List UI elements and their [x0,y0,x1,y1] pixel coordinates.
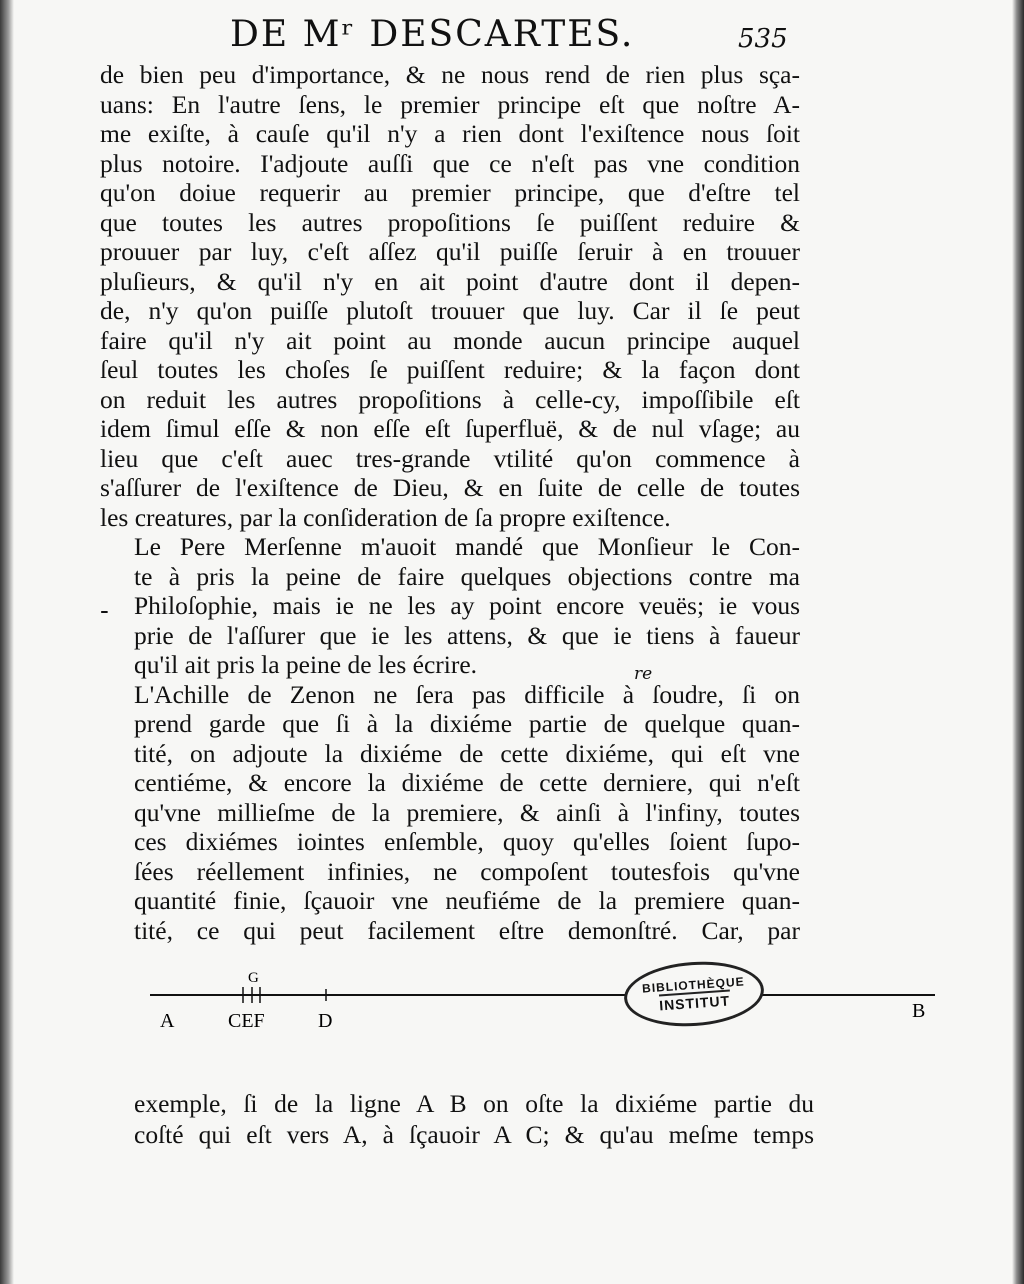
text-line: te à pris la peine de faire quelques objections contre ma [134,561,800,591]
text-line: ſeul toutes les choſes ſe puiſſent reduire; & la façon dont [100,355,800,384]
text-line: tité, ce qui peut facilement eſtre demonſtré. Car, par [134,915,800,945]
text-line: les creatures, par la conſideration de ſa propre exiſtence. [100,502,671,532]
stamp-line1: BIBLIOTHÈQUE [641,973,746,996]
label-d: D [318,1010,333,1032]
text-line: uans: En l'autre ſens, le premier principe eſt que noſtre A- [100,89,800,119]
text-line: on reduit les autres propoſitions à celle-cy, impoſſibile eſt [100,384,800,414]
label-b: B [912,1000,926,1022]
text-line: prouuer par luy, c'eſt aſſez qu'il puiſſe ſeruir à en trouuer [100,237,800,266]
scan-edge-right [1012,0,1024,1284]
text-line: Le Pere Merſenne m'auoit mandé que Monſieur le Con- [134,532,800,561]
body-text [100,60,800,945]
text-line: qu'vne millieſme de la premiere, & ainſi à l'infiny, toutes [134,797,800,827]
text-line: me exiſte, à cauſe qu'il n'y a rien dont l'exiſtence nous ſoit [100,119,800,148]
page-number: 535 [738,24,788,54]
text-line: centiéme, & encore la dixiéme de cette derniere, qui n'eſt [134,768,800,797]
margin-mark: - [100,596,109,626]
line-diagram [150,965,940,1035]
text-line: idem ſimul eſſe & non eſſe eſt ſuperfluë, & de nul vſage; au [100,414,800,443]
scan-edge-left [0,0,14,1284]
text-line: ſées réellement infinies, ne compoſent toutesfois qu'vne [134,856,800,886]
text-line: L'Achille de Zenon ne ſera pas difficile à ſoudre, ſi on [134,679,800,709]
text-line: Philoſophie, mais ie ne les ay point encore veuës; ie vous [134,591,800,620]
text-line: de bien peu d'importance, & ne nous rend de rien plus sça- [100,60,800,89]
text-line: que toutes les autres propoſitions ſe puiſſent reduire & [100,207,800,237]
text-line: lieu que c'eſt auec tres-grande vtilité qu'on commence à [100,443,800,473]
text-line: ces dixiémes iointes enſemble, quoy qu'elles ſoient ſupo- [134,827,800,856]
text-line: prie de l'aſſurer que ie les attens, & que ie tiens à faueur [134,620,800,650]
text-line: tité, on adjoute la dixiéme de cette dixiéme, qui eſt vne [134,738,800,768]
text-line: qu'on doiue requerir au premier principe, que d'eſtre tel [100,178,800,207]
label-g: G [248,970,259,986]
tail-text [134,1088,814,1150]
handwritten-correction: re [634,664,653,684]
text-line: quantité finie, ſçauoir vne neufiéme de la premiere quan- [134,886,800,915]
text-line: qu'il ait pris la peine de les écrire. [134,650,478,679]
text-line: coſté qui eſt vers A, à ſçauoir A C; & qu'au meſme temps [134,1120,814,1149]
running-head: DE Mʳ DESCARTES. [230,14,635,55]
text-line: de, n'y qu'on puiſſe plutoſt trouuer que luy. Car il ſe peut [100,296,800,325]
text-line: plus notoire. I'adjoute auſſi que ce n'eſt pas vne condition [100,148,800,178]
label-a: A [160,1010,175,1032]
text-line: pluſieurs, & qu'il n'y en ait point d'autre dont il depen- [100,266,800,296]
stamp-line2: INSTITUT [658,989,730,1013]
text-line: s'aſſurer de l'exiſtence de Dieu, & en ſuite de celle de toutes [100,473,800,502]
text-line: prend garde que ſi à la dixiéme partie de quelque quan- [134,709,800,738]
text-line: exemple, ſi de la ligne A B on oſte la dixiéme partie du [134,1089,814,1118]
text-line: faire qu'il n'y ait point au monde aucun principe auquel [100,325,800,355]
label-cef: CEF [228,1010,265,1032]
